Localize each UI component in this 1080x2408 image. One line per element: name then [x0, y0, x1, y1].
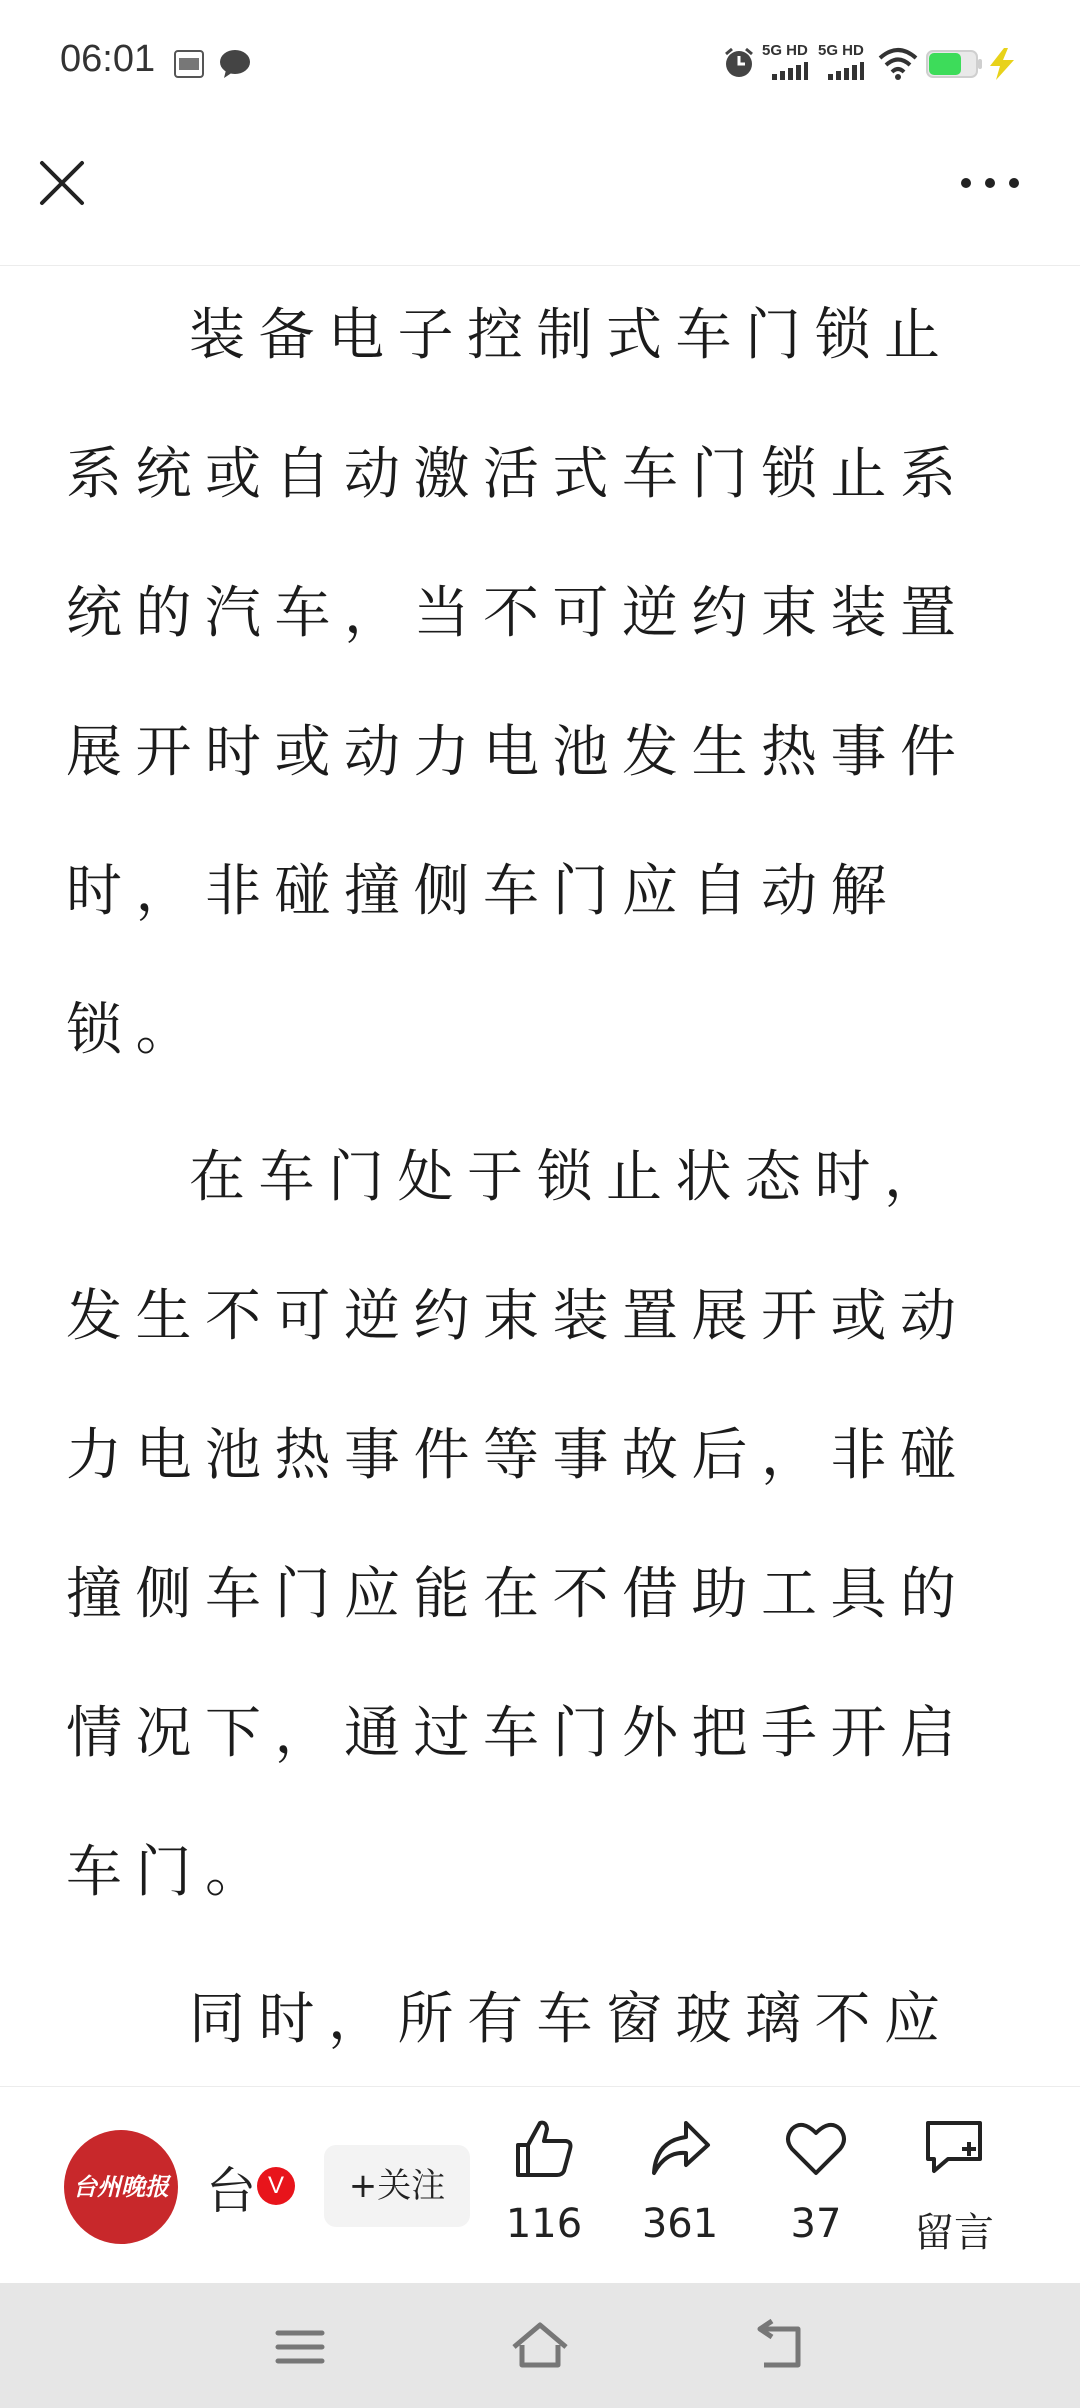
avatar[interactable]	[64, 2130, 178, 2244]
status-time: 06:01	[60, 38, 156, 80]
menu-button[interactable]	[268, 2315, 332, 2379]
bottom-action-bar	[0, 2086, 1080, 2284]
comment-button[interactable]	[894, 2117, 1014, 2267]
article-paragraph: 在车门处于锁止状态时，发生不可逆约束装置展开或动力电池热事件等事故后，非碰撞侧车门应能在不借助工具的情况下，通过车门外把手开启车门。	[66, 1145, 970, 1905]
like-count: 116	[505, 2201, 583, 2247]
home-button[interactable]	[508, 2315, 572, 2379]
close-icon	[34, 155, 90, 211]
charging-icon	[988, 48, 1016, 80]
heart-icon	[784, 2117, 848, 2181]
back-button[interactable]	[748, 2315, 812, 2379]
share-button[interactable]	[620, 2117, 740, 2267]
share-count: 361	[641, 2201, 719, 2247]
favorite-count: 37	[790, 2201, 842, 2247]
article-paragraph: 装备电子控制式车门锁止系统或自动激活式车门锁止系统的汽车，当不可逆约束装置展开时或动力电池发生热事件时，非碰撞侧车门应自动解锁。	[66, 303, 970, 1063]
comment-icon	[922, 2117, 986, 2181]
home-icon	[508, 2315, 572, 2379]
sim2-label: 5G HD	[818, 42, 864, 59]
thumbs-up-icon	[512, 2117, 576, 2181]
verified-badge: V	[257, 2167, 295, 2205]
follow-button[interactable]: +关注	[324, 2145, 470, 2227]
comment-label: 留言	[914, 2210, 994, 2256]
article-body[interactable]	[0, 266, 1080, 2086]
share-icon	[648, 2117, 712, 2181]
wifi-icon	[878, 46, 918, 80]
author-name[interactable]: 台	[206, 2162, 256, 2220]
close-button[interactable]	[34, 155, 90, 211]
back-icon	[748, 2315, 812, 2379]
more-icon	[950, 155, 1030, 211]
alarm-icon	[722, 46, 756, 80]
like-button[interactable]	[484, 2117, 604, 2267]
menu-icon	[268, 2315, 332, 2379]
app-bar	[0, 125, 1080, 266]
more-button[interactable]	[950, 155, 1030, 211]
avatar-logo-text: 台州晚报	[73, 2172, 169, 2201]
article-paragraph: 同时，所有车窗玻璃不应	[189, 1987, 954, 2052]
message-icon	[218, 48, 252, 80]
signal-icon	[772, 62, 808, 80]
system-nav-bar	[0, 2283, 1080, 2408]
signal-icon-2	[828, 62, 864, 80]
battery-icon	[926, 50, 982, 78]
notification-app-icon	[174, 50, 204, 78]
status-bar	[0, 0, 1080, 125]
favorite-button[interactable]	[756, 2117, 876, 2267]
sim1-label: 5G HD	[762, 42, 808, 59]
